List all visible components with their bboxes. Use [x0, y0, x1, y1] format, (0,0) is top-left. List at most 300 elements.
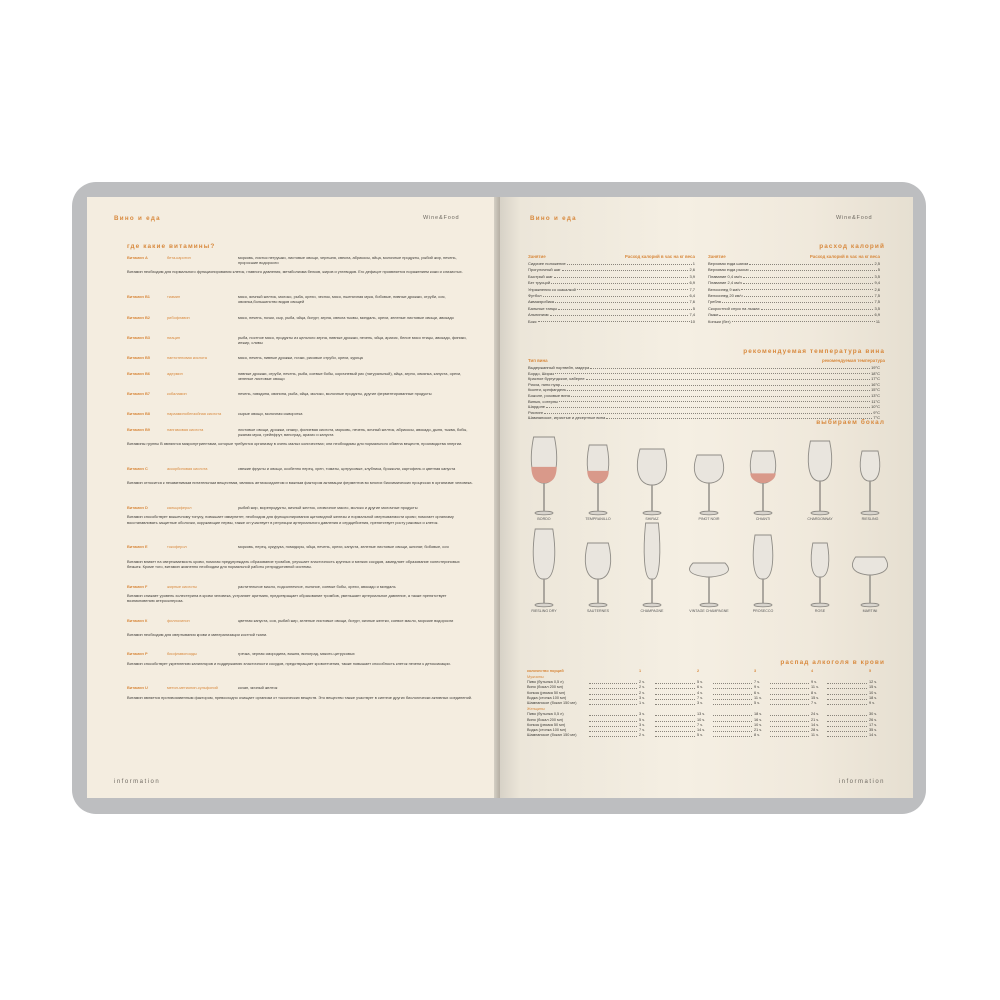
dotted-leader [567, 261, 692, 265]
row-value: 11 [875, 318, 880, 324]
row-label: Риоха, пино нуар [528, 381, 561, 387]
row-label: Коньки (бег) [708, 318, 731, 324]
calories-left-col-unit: Расход калорий в час на кг веса [624, 254, 695, 259]
alcohol-column-number: 5 [869, 669, 872, 673]
dotted-leader [719, 312, 873, 316]
alcohol-hours: 24 ч. [811, 712, 820, 717]
alcohol-hours: 6 ч. [697, 685, 704, 690]
glass-label: ROSE [814, 609, 826, 613]
row-label: Сидячее положение [528, 261, 566, 266]
glass-foot [589, 511, 607, 515]
vitamin-sources: растительное масло, подсолнечное, льняное, соевые бобы, орехи, авокадо и миндаль [238, 583, 396, 589]
glass-bowl [585, 543, 610, 579]
alcohol-hours: 26 ч. [869, 717, 878, 722]
glass-label: CHIANTI [755, 517, 771, 521]
leader-row [528, 376, 880, 381]
vitamin-subname: кальциферол [167, 505, 192, 510]
row-label: Бальные танцы [528, 305, 558, 311]
vitamin-name: Витамин С [127, 465, 148, 471]
row-value: 3,5 [874, 305, 880, 311]
dotted-leader [589, 723, 637, 727]
vitamin-subname: жирные кислоты [167, 583, 197, 589]
glass-label: CHARDONNAY [807, 517, 833, 521]
right-footer: information [838, 779, 885, 785]
row-value: 6,9 [689, 280, 695, 286]
dotted-leader [713, 685, 752, 689]
vitamin-subname: рибофлавин [167, 314, 190, 320]
row-value: 3,9 [689, 273, 695, 279]
dotted-leader [655, 680, 695, 684]
alcohol-hours: 10 ч. [754, 722, 763, 727]
row-label: Шардоне [528, 404, 546, 410]
dotted-leader [655, 718, 695, 722]
vitamin-sources: морковь, перец, кукуруза, помидоры, яйца, печень, орехи, капуста, зеленые листовые овощи, шпинат, бобовые, соя [238, 544, 449, 550]
alcohol-hours: 5 ч. [697, 733, 704, 738]
alcohol-column-number: 4 [811, 669, 814, 673]
row-value: 19°С [871, 365, 880, 370]
dotted-leader [713, 696, 752, 700]
row-value: 17°С [871, 376, 880, 382]
alcohol-hours: 7 ч. [811, 701, 818, 705]
leader-row [528, 365, 880, 370]
dotted-leader [770, 701, 809, 705]
alcohol-hours: 7 ч. [697, 722, 704, 727]
dotted-leader [749, 261, 873, 265]
row-label: Верховая езда рысью [708, 267, 749, 273]
glass-bowl [753, 535, 773, 579]
vitamin-sources: морковь, листья петрушки, листовые овощи, черешня, свекла, абрикосы, яйца, молочные продукты, рыбий жир, печень, проросшие водоросли [238, 255, 457, 266]
alcohol-hours: 3 ч. [639, 695, 646, 700]
leader-row [708, 312, 880, 317]
glass-bowl [811, 543, 829, 577]
row-label: Выдержанный портвейн, мадера [528, 365, 590, 370]
leader-row [708, 299, 880, 304]
row-value: 7°С [873, 415, 880, 421]
dotted-leader [770, 685, 809, 689]
glass-bowl [808, 441, 831, 481]
left-footer: information [114, 779, 161, 785]
glass-bowl [637, 449, 666, 485]
glass-label: PROSECCO [752, 609, 774, 613]
alcohol-hours: 14 ч. [869, 733, 878, 738]
alcohol-header-label: количество порций [527, 669, 564, 673]
vitamin-sources: сырые овощи, молочная сыворотка [238, 411, 303, 417]
row-label: Шампанское, игристые и десертные вина [528, 415, 606, 421]
alcohol-hours: 18 ч. [869, 695, 878, 700]
dotted-leader [761, 306, 874, 310]
dotted-leader [567, 387, 870, 391]
row-label: Скоростной спуск на лыжах [708, 305, 760, 311]
alcohol-drink-name: Вино (бокал 200 мл) [527, 685, 564, 690]
alcohol-hours: 2 ч. [639, 733, 646, 738]
alcohol-drink-name: Вино (бокал 200 мл) [527, 717, 564, 722]
dotted-leader [655, 712, 695, 716]
glass-bowl [533, 529, 554, 579]
dotted-leader [713, 718, 752, 722]
leader-row [528, 261, 695, 266]
vitamin-note: Витамины группы В являются микронутриентами, которые требуются организму в очень малых количествах; они необходимы для нормального обмена веществ, производства энергии. [127, 441, 463, 446]
temperature-col-temp: рекомендуемая температура [821, 358, 885, 363]
vitamin-name: Витамин F [127, 583, 148, 589]
leader-row [708, 306, 880, 311]
wine-fill [531, 467, 556, 483]
dotted-leader [743, 274, 874, 278]
dotted-leader [827, 701, 867, 705]
glass-label: CHAMPAGNE [640, 609, 664, 613]
row-value: 15°С [871, 387, 880, 393]
alcohol-hours: 5 ч. [639, 717, 646, 722]
leader-row [528, 371, 880, 376]
vitamin-note: Витамин снижает уровень холестерина в крови человека, устраняет аритмию, предотвращает образование тромбов, уменьшает артериальное давление, а также препятствует возникновению атеросклероза. [127, 592, 447, 604]
dotted-leader [732, 319, 875, 323]
row-value: 9,4 [874, 280, 880, 286]
alcohol-hours: 3 ч. [697, 701, 704, 705]
leader-row [708, 287, 880, 292]
glasses-illustration [500, 425, 913, 650]
glass-foot [754, 511, 772, 515]
dotted-leader [655, 701, 695, 705]
alcohol-drink-name: Коньяк (рюмка 50 мл) [527, 722, 566, 727]
dotted-leader [655, 685, 695, 689]
dotted-leader [655, 733, 695, 737]
vitamin-name: Витамин B2 [127, 314, 150, 320]
vitamin-note: Витамин способствует мышечному тонусу, повышает иммунитет, необходим для функционирования щитовидной железы и нормальной свертываемости крови; помогает организму восстанавливать защитные оболочки, окружающие нервы, также он участвует в регуляции артериального давления и сердцебиения, препятствует росту раковых и клеток. [127, 514, 454, 525]
alcohol-hours: 9 ч. [811, 680, 818, 685]
row-label: Винью, сотерны [528, 398, 558, 404]
alcohol-group-label: Женщины [527, 707, 545, 712]
left-header-right: Wine&Food [423, 215, 460, 221]
glass-label: MARTINI [862, 609, 878, 613]
alcohol-title: распад алкоголя в крови [780, 659, 885, 666]
dotted-leader [562, 267, 689, 271]
dotted-leader [589, 728, 637, 732]
dotted-leader [543, 293, 689, 297]
vitamin-name: Витамин B3 [127, 335, 150, 340]
calories-left-col-header: Занятие [528, 254, 546, 259]
vitamin-note: Витамин способствует укреплению капилляров и поддержанию эластичности сосудов, предотвращает кровотечения, также повышает способность клеток печени к детоксикации. [127, 660, 451, 666]
alcohol-drink-name: Водка (стопка 100 мл) [527, 695, 567, 700]
dotted-leader [713, 680, 752, 684]
dotted-leader [589, 718, 637, 722]
alcohol-hours: 14 ч. [697, 728, 706, 732]
glass-label: SAUTERNES [587, 609, 609, 613]
alcohol-column-number: 1 [639, 669, 642, 673]
row-label: Прогулочный шаг [528, 267, 561, 273]
row-value: 10 [690, 318, 695, 324]
leader-row [528, 387, 880, 392]
vitamin-sources: рыба, постное мясо, продукты из цельного зерна, пивные дрожжи, печень, яйца, арахис, белое мясо птицы, авокадо, финики, инжир, сливы [238, 335, 467, 346]
row-value: 2,5 [874, 261, 880, 266]
row-value: 16°С [871, 381, 880, 387]
glass-foot [811, 603, 829, 607]
leader-row [708, 293, 880, 298]
dotted-leader [655, 723, 695, 727]
dotted-leader [571, 393, 870, 397]
leader-row [528, 319, 695, 324]
vitamin-name: Витамин B8 [127, 411, 150, 417]
left-page [87, 197, 500, 798]
alcohol-group-label: Мужчины [527, 675, 544, 679]
row-label: Красное бургундское, каберне [528, 376, 585, 382]
row-label: Альпинизм [528, 312, 549, 318]
dotted-leader [655, 696, 695, 700]
dotted-leader [770, 723, 809, 727]
right-header-title: Вино и еда [530, 215, 577, 222]
row-value: 2,6 [689, 267, 695, 273]
alcohol-hours: 8 ч. [811, 690, 818, 695]
row-value: 2,6 [874, 286, 880, 292]
vitamin-note: Витамин влияет на свертываемость крови, помогая предупреждать образование тромбов, улучшает эластичность крупных и мелких сосудов, замедляет образование холестериновых бляшек. Кроме того, витамин жизненно необходим для нормальной работы репродуктивной системы. [127, 558, 460, 570]
dotted-leader [827, 728, 867, 732]
row-value: 10°С [871, 404, 880, 410]
vitamin-note: Витамин является противоязвенным фактором, превосходно очищает организм от токсических веществ. Это вещество также участвует в синтезе других биологически активных соединений. [127, 694, 473, 700]
row-value: 1 [692, 261, 695, 266]
dotted-leader [544, 410, 872, 414]
glass-label: VINTAGE CHAMPAGNE [689, 609, 729, 613]
vitamin-sources: цветная капуста, соя, рыбий жир, зеленые листовые овощи, йогурт, яичные желтки, соевое масло, морские водоросли [238, 617, 454, 623]
vitamin-sources: листовые овощи, дрожжи, инжир, фолиевая кислота, морковь, печень, яичный желток, абрикосы, авокадо, дыня, тыква, бобы, ржаная мука, грейпфрут, виноград, арахис и капуста [238, 426, 468, 437]
glass-label: BORDO [537, 517, 551, 521]
dotted-leader [655, 728, 695, 732]
alcohol-hours: 9 ч. [869, 701, 876, 705]
dotted-leader [744, 293, 874, 297]
glass-bowl [860, 451, 880, 481]
vitamin-name: Витамин К [127, 617, 148, 623]
dotted-leader [586, 376, 870, 380]
alcohol-hours: 9 ч. [754, 685, 761, 690]
row-label: Рислинг [528, 409, 544, 415]
row-label: Футбол [528, 293, 542, 298]
vitamin-sources: мясо, печень, почки, сыр, рыба, яйца, йогурт, зерна, свекла тыквы, миндаль, орехи, зеленые листовые овощи, авокадо [238, 314, 454, 320]
vitamin-subname: ниацин [167, 335, 181, 340]
alcohol-hours: 7 ч. [754, 680, 761, 685]
leader-row [528, 306, 695, 311]
leader-row [708, 274, 880, 279]
alcohol-hours: 13 ч. [697, 712, 706, 717]
row-label: Бокс [528, 318, 537, 324]
leader-row [528, 393, 880, 398]
vitamin-name: Витамин Р [127, 651, 148, 657]
dotted-leader [713, 691, 752, 695]
alcohol-hours: 2 ч. [639, 680, 646, 685]
calories-right-col-header: Занятие [708, 254, 726, 259]
glass-label: RIESLING [861, 517, 879, 521]
dotted-leader [559, 399, 870, 403]
row-label: Плавание 0,4 км/ч [708, 273, 742, 279]
dotted-leader [554, 274, 689, 278]
alcohol-hours: 5 ч. [697, 680, 704, 685]
vitamin-name: Витамин B1 [127, 294, 150, 300]
row-label: Велосипед 20 км/ч [708, 293, 743, 298]
alcohol-hours: 5 ч. [754, 701, 761, 705]
alcohol-hours: 4 ч. [697, 690, 704, 695]
dotted-leader [770, 718, 809, 722]
alcohol-drink-name: Водка (стопка 100 мл) [527, 728, 567, 732]
alcohol-hours: 28 ч. [811, 728, 820, 732]
row-value: 5 [877, 267, 880, 273]
dotted-leader [713, 723, 752, 727]
dotted-leader [546, 404, 870, 408]
alcohol-hours: 3 ч. [639, 712, 646, 717]
alcohol-hours: 12 ч. [869, 680, 878, 685]
row-label: Гребля [708, 299, 721, 305]
alcohol-hours: 8 ч. [754, 733, 761, 738]
row-label: Лыжи [708, 312, 719, 318]
alcohol-drink-name: Шампанское (бокал 150 мл) [527, 733, 577, 738]
row-label: Бордо, Шираз [528, 370, 554, 376]
vitamin-subname: парааминобензойная кислота [167, 411, 222, 417]
alcohol-hours: 11 ч. [811, 685, 820, 690]
alcohol-hours: 15 ч. [811, 695, 820, 700]
dotted-leader [589, 691, 637, 695]
glass-foot [535, 603, 553, 607]
row-label: Быстрый шаг [528, 273, 553, 279]
dotted-leader [770, 691, 809, 695]
glass-foot [589, 603, 607, 607]
dotted-leader [555, 371, 870, 375]
row-label: Плавание 2,4 км/ч [708, 280, 742, 286]
vitamin-name: Витамин А [127, 255, 148, 260]
wine-fill [587, 471, 609, 483]
leader-row [528, 274, 695, 279]
row-value: 13°С [871, 393, 880, 398]
dotted-leader [750, 267, 877, 271]
dotted-leader [713, 712, 752, 716]
alcohol-hours: 11 ч. [754, 695, 763, 700]
glass-foot [861, 603, 879, 607]
glass-foot [643, 603, 661, 607]
leader-row [708, 280, 880, 285]
vitamin-name: Витамин B7 [127, 391, 150, 396]
vitamin-subname: кобаламин [167, 391, 187, 396]
calories-title: расход калорий [819, 243, 885, 250]
vitamin-subname: аскорбиновая кислота [167, 465, 208, 471]
alcohol-hours: 6 ч. [754, 690, 761, 695]
dotted-leader [538, 319, 690, 323]
alcohol-drink-name: Пиво (бутылка 0,5 л) [527, 712, 564, 717]
glasses-title: выбираем бокал [816, 419, 885, 426]
glass-bowl [852, 557, 887, 575]
glass-foot [754, 603, 772, 607]
row-value: 7,6 [689, 299, 695, 305]
vitamin-note: Витамин необходим для свертывания крови и минерализации костной ткани. [127, 632, 268, 637]
vitamin-sources: печень, говядина, свинина, рыба, яйца, молоко, молочные продукты, другие ферментированные продукты [238, 391, 432, 396]
row-value: 11°С [871, 398, 880, 404]
dotted-leader [590, 365, 870, 369]
dotted-leader [551, 280, 688, 284]
dotted-leader [589, 733, 637, 737]
vitamin-name: Витамин U [127, 685, 148, 691]
row-value: 7,4 [689, 312, 695, 318]
dotted-leader [713, 701, 752, 705]
alcohol-hours: 21 ч. [754, 728, 763, 732]
leader-row [528, 410, 880, 415]
row-value: 9°С [873, 409, 880, 415]
vitamin-name: Витамин D [127, 505, 148, 510]
alcohol-hours: 35 ч. [869, 728, 878, 732]
alcohol-hours: 17 ч. [869, 722, 878, 727]
glass-bowl [694, 455, 723, 483]
vitamin-subname: пангамовая кислота [167, 426, 204, 432]
dotted-leader [827, 723, 867, 727]
vitamin-subname: адермин [167, 370, 183, 376]
vitamin-subname: тиамин [167, 294, 181, 300]
dotted-leader [827, 685, 867, 689]
dotted-leader [713, 728, 752, 732]
alcohol-hours: 2 ч. [639, 690, 646, 695]
vitamin-note: Витамин относится к незаменимым питательным веществам, являясь антиоксидантом и важным фактором активации ферментов во многих биохимических процессах в организме человека. [127, 480, 473, 486]
glass-label: RIESLING DRY [531, 609, 557, 613]
glass-foot [700, 603, 718, 607]
alcohol-hours: 3 ч. [639, 722, 646, 727]
calories-right-col-unit: Расход калорий в час на кг веса [809, 254, 880, 259]
alcohol-hours: 10 ч. [697, 717, 706, 722]
vitamin-sources: пивные дрожжи, отруби, печень, рыба, соевые бобы, коричневый рис (натуральный), яйца, зерно, овсянка, капуста, орехи, зеленые листовые овощи [238, 370, 462, 381]
vitamins-section-title: где какие витамины? [127, 243, 216, 250]
row-value: 5 [692, 305, 695, 311]
dotted-leader [770, 728, 809, 732]
leader-row [528, 312, 695, 317]
dotted-leader [555, 299, 688, 303]
leader-row [708, 267, 880, 272]
alcohol-hours: 16 ч. [754, 717, 763, 722]
leader-row [528, 382, 880, 387]
dotted-leader [770, 733, 809, 737]
dotted-leader [589, 712, 637, 716]
alcohol-hours: 7 ч. [697, 695, 704, 700]
dotted-leader [827, 733, 867, 737]
vitamin-sources: рыбий жир, морепродукты, яичный желток, сливочное масло, молоко и другие молочные продукты [238, 505, 418, 510]
vitamin-name: Витамин B6 [127, 370, 150, 376]
alcohol-drink-name: Шампанское (бокал 150 мл) [527, 701, 577, 705]
row-value: 3,5 [874, 273, 880, 279]
dotted-leader [655, 691, 695, 695]
row-value: 6,4 [689, 293, 695, 298]
alcohol-hours: 15 ч. [869, 685, 878, 690]
row-label: Божоле, розовые вина [528, 393, 570, 398]
left-header-title: Вино и еда [114, 215, 161, 222]
leader-row [528, 287, 695, 292]
temperature-col-type: Тип вина [528, 358, 548, 363]
dotted-leader [550, 312, 689, 316]
glass-label: PINOT NOIR [698, 517, 720, 521]
vitamin-subname: пантотеновая кислота [167, 355, 207, 361]
row-label: Аквааэробика [528, 299, 555, 305]
glass-foot [811, 511, 829, 515]
glass-label: TEMPRANILLO [585, 517, 611, 521]
alcohol-hours: 11 ч. [811, 733, 820, 738]
row-label: Кьянти, цинфандель [528, 387, 567, 393]
alcohol-hours: 18 ч. [754, 712, 763, 717]
leader-row [528, 267, 695, 272]
alcohol-column-number: 3 [754, 669, 757, 673]
vitamin-name: Витамин Е [127, 544, 148, 550]
wine-fill [750, 473, 775, 483]
dotted-leader [589, 696, 637, 700]
alcohol-hours: 30 ч. [869, 712, 878, 717]
leader-row [528, 293, 695, 298]
vitamin-note: Витамин необходим для нормального функционирования клеток, главного давления, метаболизма белков, жиров и углеводов. Его дефицит проявляется поражением кожи и слизистых. [127, 269, 463, 275]
row-value: 7,5 [874, 299, 880, 305]
right-page [500, 197, 913, 798]
dotted-leader [770, 712, 809, 716]
alcohol-hours: 14 ч. [811, 722, 820, 727]
alcohol-drink-name: Коньяк (рюмка 50 мл) [527, 690, 566, 695]
alcohol-hours: 1 ч. [639, 701, 646, 705]
alcohol-hours: 2 ч. [639, 685, 646, 690]
vitamin-subname: метил-метионин-сульфоний [167, 685, 218, 691]
leader-row [528, 280, 695, 285]
